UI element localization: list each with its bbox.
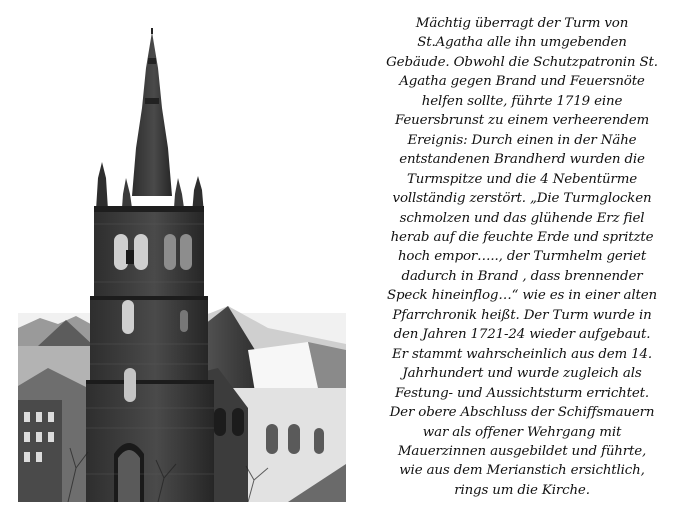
text-line: Pfarrchronik heißt. Der Turm wurde in xyxy=(392,307,652,323)
text-line: Agatha gegen Brand und Feuersnöte xyxy=(399,74,645,90)
text-line: entstandenen Brandherd wurden die xyxy=(399,152,645,168)
text-line: herab auf die feuchte Erde und spritzte xyxy=(390,229,654,245)
text-line: dadurch in Brand , dass brennender xyxy=(401,268,643,284)
text-line: Der obere Abschluss der Schiffsmauern xyxy=(389,405,655,421)
text-line: schmolzen und das glühende Erz fiel xyxy=(399,210,645,226)
text-line: Speck hineinflog…“ wie es in einer alten xyxy=(386,288,658,304)
text-line: rings um die Kirche. xyxy=(454,482,590,498)
text-line: Jahrhundert und wurde zugleich als xyxy=(402,366,642,382)
text-line: Festung- und Aussichtsturm errichtet. xyxy=(395,385,649,401)
text-line: Mauerzinnen ausgebildet und führte, xyxy=(397,443,647,459)
text-line: wie aus dem Merianstich ersichtlich, xyxy=(399,463,645,479)
text-line: Mächtig überragt der Turm von xyxy=(415,16,629,31)
text-line: war als offener Wehrgang mit xyxy=(422,424,622,440)
text-line: vollständig zerstört. „Die Turmglocken xyxy=(392,191,652,207)
church-tower-photo xyxy=(18,28,346,502)
text-line: hoch empor….., der Turmhelm geriet xyxy=(397,249,647,265)
text-line: helfen sollte, führte 1719 eine xyxy=(421,93,623,109)
text-line: Er stammt wahrscheinlich aus dem 14. xyxy=(391,346,653,362)
text-line: Ereignis: Durch einen in der Nähe xyxy=(407,132,637,148)
text-line: St.Agatha alle ihn umgebenden xyxy=(417,35,627,51)
text-line: den Jahren 1721-24 wieder aufgebaut. xyxy=(393,327,651,343)
description-text xyxy=(352,14,692,514)
text-line: Feuersbrunst zu einem verheerendem xyxy=(394,113,650,129)
text-line: Gebäude. Obwohl die Schutzpatronin St. xyxy=(386,54,658,70)
text-line: Turmspitze und die 4 Nebentürme xyxy=(406,171,638,187)
